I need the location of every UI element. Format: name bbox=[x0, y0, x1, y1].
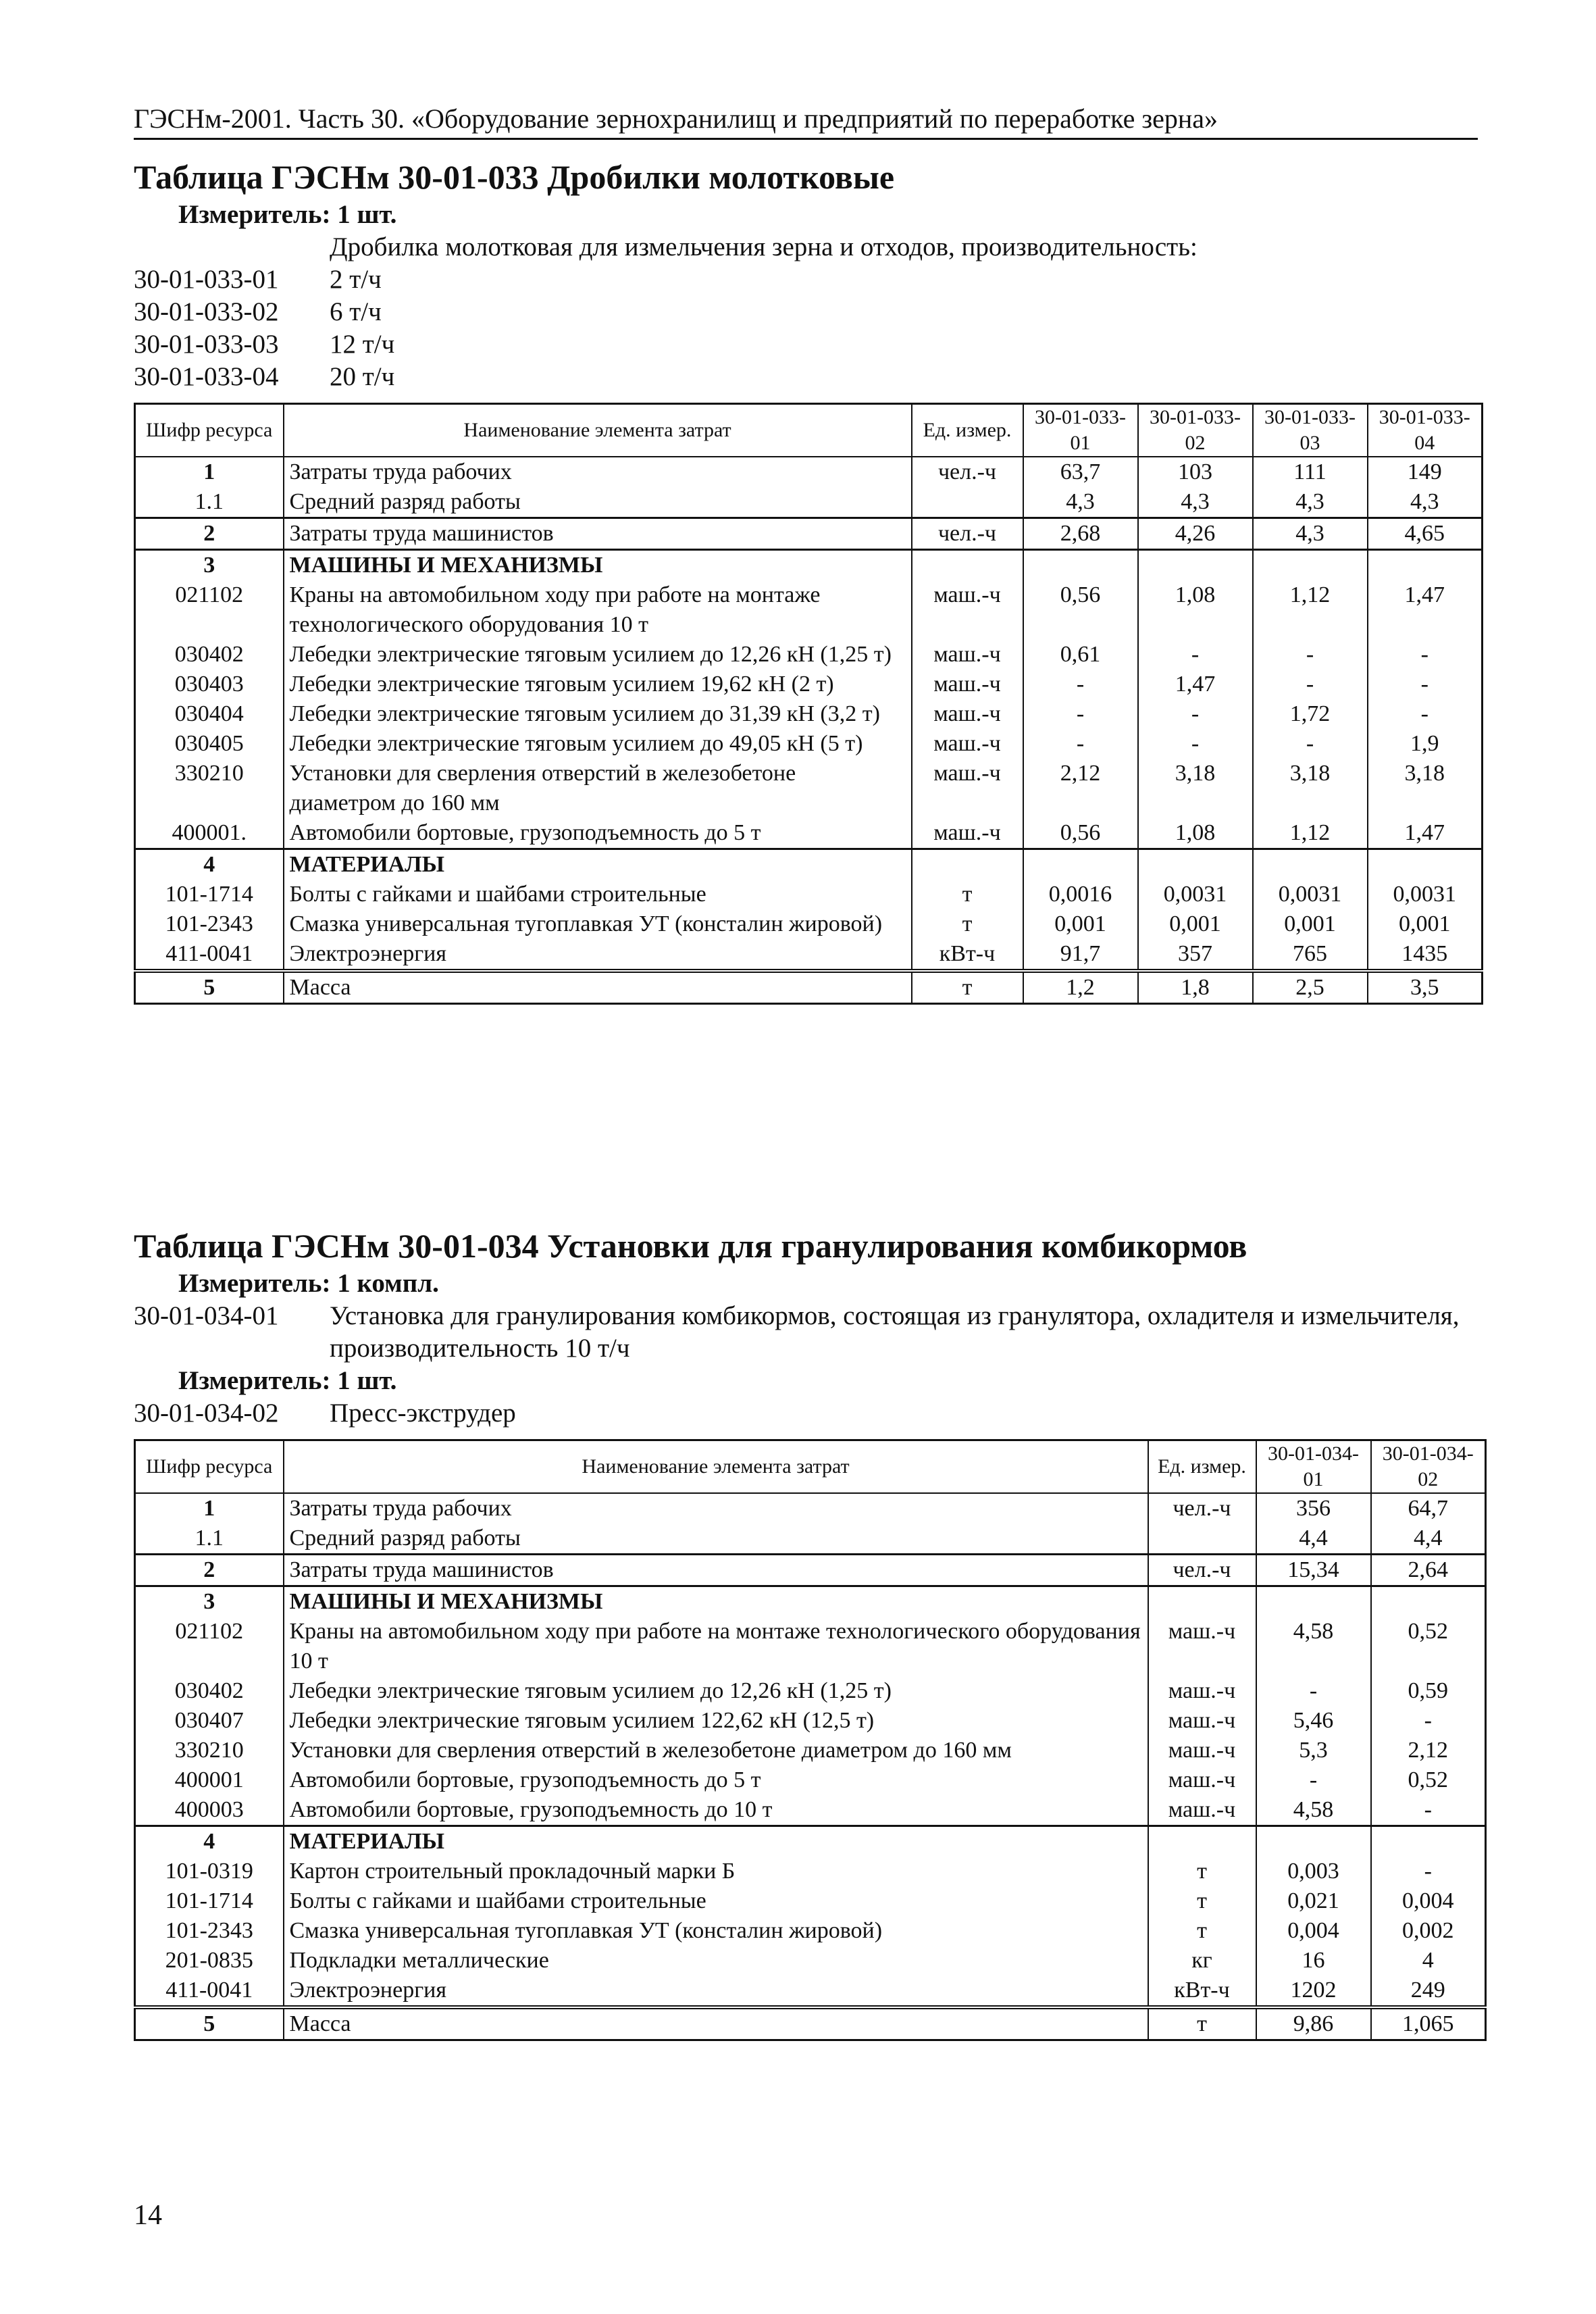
resource-code-cell: 3 bbox=[135, 1586, 284, 1617]
table-row bbox=[135, 2007, 1486, 2040]
unit-cell: маш.-ч bbox=[1148, 1617, 1256, 1676]
value-cell: 1,08 bbox=[1138, 580, 1253, 640]
value-cell: 1435 bbox=[1368, 939, 1483, 971]
unit-cell: кВт-ч bbox=[912, 939, 1023, 971]
column-header-variant: 30-01-033-04 bbox=[1368, 404, 1483, 457]
cost-element-cell: Средний разряд работы bbox=[284, 487, 912, 518]
table-row bbox=[135, 729, 1483, 759]
value-cell: - bbox=[1256, 1676, 1371, 1706]
value-cell: - bbox=[1253, 670, 1368, 699]
unit-cell: т bbox=[1148, 1886, 1256, 1916]
resource-code-cell: 2 bbox=[135, 1555, 284, 1586]
value-cell bbox=[1023, 849, 1138, 880]
variant-row bbox=[134, 328, 1485, 361]
value-cell: 356 bbox=[1256, 1493, 1371, 1524]
value-cell: - bbox=[1253, 640, 1368, 670]
table-row bbox=[135, 971, 1483, 1004]
value-cell: 2,64 bbox=[1371, 1555, 1486, 1586]
table-row bbox=[135, 939, 1483, 971]
column-header-variant: 30-01-034-01 bbox=[1256, 1440, 1371, 1494]
value-cell: 0,56 bbox=[1023, 818, 1138, 849]
value-cell: 1,12 bbox=[1253, 580, 1368, 640]
table-row bbox=[135, 640, 1483, 670]
resource-code-cell: 411-0041 bbox=[135, 1976, 284, 2007]
variant-code: 30-01-033-04 bbox=[134, 362, 279, 391]
value-cell: 149 bbox=[1368, 457, 1483, 487]
unit-cell: маш.-ч bbox=[1148, 1706, 1256, 1736]
resource-code-cell: 400003 bbox=[135, 1795, 284, 1826]
value-cell: 0,0016 bbox=[1023, 880, 1138, 909]
resource-code-cell: 2 bbox=[135, 518, 284, 550]
value-cell bbox=[1371, 1826, 1486, 1857]
table-row bbox=[135, 1706, 1486, 1736]
cost-element-cell: Болты с гайками и шайбами строительные bbox=[284, 880, 912, 909]
table-row bbox=[135, 1795, 1486, 1826]
value-cell: 1,08 bbox=[1138, 818, 1253, 849]
value-cell: 4,3 bbox=[1368, 487, 1483, 518]
cost-element-cell: Затраты труда машинистов bbox=[284, 1555, 1148, 1586]
value-cell: - bbox=[1023, 729, 1138, 759]
value-cell: 2,12 bbox=[1023, 759, 1138, 818]
cost-element-cell: Картон строительный прокладочный марки Б bbox=[284, 1857, 1148, 1886]
table-row bbox=[135, 699, 1483, 729]
variant-row bbox=[134, 361, 1485, 393]
variant-text: 6 т/ч bbox=[330, 297, 382, 326]
unit-cell: маш.-ч bbox=[1148, 1676, 1256, 1706]
cost-element-cell: Краны на автомобильном ходу при работе на монтаже технологического оборудования 10 т bbox=[284, 580, 912, 640]
value-cell: 1,12 bbox=[1253, 818, 1368, 849]
value-cell: 2,68 bbox=[1023, 518, 1138, 550]
variant-code: 30-01-033-01 bbox=[134, 265, 279, 294]
running-header: ГЭСНм-2001. Часть 30. «Оборудование зернохранилищ и предприятий по переработке зерна» bbox=[134, 101, 1478, 140]
value-cell: - bbox=[1368, 670, 1483, 699]
value-cell: 0,61 bbox=[1023, 640, 1138, 670]
resource-code-cell: 411-0041 bbox=[135, 939, 284, 971]
unit-cell: т bbox=[1148, 1857, 1256, 1886]
value-cell: 0,004 bbox=[1371, 1886, 1486, 1916]
cost-element-cell: Лебедки электрические тяговым усилием 19,62 кН (2 т) bbox=[284, 670, 912, 699]
unit-cell: маш.-ч bbox=[1148, 1736, 1256, 1765]
variant-code: 30-01-033-03 bbox=[134, 330, 279, 359]
unit-cell: маш.-ч bbox=[912, 670, 1023, 699]
cost-element-cell: Автомобили бортовые, грузоподъемность до 10 т bbox=[284, 1795, 1148, 1826]
meter-label: Измеритель: 1 шт. bbox=[178, 200, 397, 229]
unit-cell: т bbox=[912, 880, 1023, 909]
variant-row bbox=[134, 1300, 1485, 1365]
value-cell: 1202 bbox=[1256, 1976, 1371, 2007]
resource-code-cell: 201-0835 bbox=[135, 1946, 284, 1976]
unit-cell bbox=[912, 849, 1023, 880]
value-cell: 5,3 bbox=[1256, 1736, 1371, 1765]
unit-cell: т bbox=[912, 971, 1023, 1004]
variant-code: 30-01-034-02 bbox=[134, 1399, 279, 1428]
cost-element-cell: Средний разряд работы bbox=[284, 1524, 1148, 1555]
cost-element-cell: Краны на автомобильном ходу при работе на монтаже технологического оборудования 10 т bbox=[284, 1617, 1148, 1676]
variant-text: Пресс-экструдер bbox=[330, 1399, 516, 1428]
value-cell bbox=[1256, 1826, 1371, 1857]
value-cell: 4,3 bbox=[1253, 518, 1368, 550]
value-cell: 63,7 bbox=[1023, 457, 1138, 487]
cost-element-cell: Автомобили бортовые, грузоподъемность до 5 т bbox=[284, 818, 912, 849]
table-row bbox=[135, 1586, 1486, 1617]
unit-cell: маш.-ч bbox=[912, 759, 1023, 818]
resource-code-cell: 4 bbox=[135, 1826, 284, 1857]
intro-text: Дробилка молотковая для измельчения зерна и отходов, производительность: bbox=[330, 232, 1198, 261]
value-cell: - bbox=[1253, 729, 1368, 759]
value-cell: 1,2 bbox=[1023, 971, 1138, 1004]
value-cell: 3,18 bbox=[1138, 759, 1253, 818]
table-row bbox=[135, 670, 1483, 699]
table-row bbox=[135, 849, 1483, 880]
cost-element-cell: МАТЕРИАЛЫ bbox=[284, 849, 912, 880]
value-cell bbox=[1138, 550, 1253, 581]
page-number: 14 bbox=[134, 2200, 162, 2231]
column-header-code: Шифр ресурса bbox=[135, 1440, 284, 1494]
unit-cell: кВт-ч bbox=[1148, 1976, 1256, 2007]
value-cell: 1,72 bbox=[1253, 699, 1368, 729]
cost-element-cell: Установки для сверления отверстий в железобетоне диаметром до 160 мм bbox=[284, 1736, 1148, 1765]
unit-cell: чел.-ч bbox=[1148, 1493, 1256, 1524]
value-cell: 91,7 bbox=[1023, 939, 1138, 971]
cost-element-cell: Лебедки электрические тяговым усилием до 49,05 кН (5 т) bbox=[284, 729, 912, 759]
unit-cell bbox=[912, 550, 1023, 581]
unit-cell: чел.-ч bbox=[912, 518, 1023, 550]
value-cell: 0,001 bbox=[1138, 909, 1253, 939]
unit-cell bbox=[1148, 1524, 1256, 1555]
value-cell: 4,4 bbox=[1371, 1524, 1486, 1555]
variant-text: Установка для гранулирования комбикормов, состоящая из гранулятора, охладителя и измельчителя, производительность 10 т/ч bbox=[330, 1301, 1460, 1363]
unit-cell: чел.-ч bbox=[912, 457, 1023, 487]
column-header-variant: 30-01-034-02 bbox=[1371, 1440, 1486, 1494]
column-header-variant: 30-01-033-03 bbox=[1253, 404, 1368, 457]
unit-cell: маш.-ч bbox=[912, 699, 1023, 729]
value-cell bbox=[1253, 849, 1368, 880]
value-cell: - bbox=[1138, 729, 1253, 759]
value-cell: - bbox=[1138, 640, 1253, 670]
cost-element-cell: Электроэнергия bbox=[284, 1976, 1148, 2007]
cost-element-cell: Установки для сверления отверстий в железобетоне диаметром до 160 мм bbox=[284, 759, 912, 818]
table-section-30-01-034 bbox=[134, 1224, 1485, 2041]
table-row bbox=[135, 759, 1483, 818]
resource-code-cell: 101-2343 bbox=[135, 1916, 284, 1946]
value-cell bbox=[1368, 849, 1483, 880]
resource-code-cell: 021102 bbox=[135, 580, 284, 640]
resource-code-cell: 021102 bbox=[135, 1617, 284, 1676]
table-row bbox=[135, 1617, 1486, 1676]
value-cell: 4,3 bbox=[1253, 487, 1368, 518]
table-section-30-01-033 bbox=[134, 155, 1485, 1005]
unit-cell: т bbox=[1148, 2007, 1256, 2040]
value-cell: 3,5 bbox=[1368, 971, 1483, 1004]
table-row bbox=[135, 1493, 1486, 1524]
value-cell: - bbox=[1023, 670, 1138, 699]
value-cell: 111 bbox=[1253, 457, 1368, 487]
unit-cell: кг bbox=[1148, 1946, 1256, 1976]
cost-element-cell: МАТЕРИАЛЫ bbox=[284, 1826, 1148, 1857]
table-row bbox=[135, 1886, 1486, 1916]
variant-code: 30-01-033-02 bbox=[134, 297, 279, 326]
cost-element-cell: МАШИНЫ И МЕХАНИЗМЫ bbox=[284, 1586, 1148, 1617]
unit-cell: маш.-ч bbox=[1148, 1795, 1256, 1826]
column-header-variant: 30-01-033-01 bbox=[1023, 404, 1138, 457]
cost-element-cell: Затраты труда рабочих bbox=[284, 457, 912, 487]
norm-table bbox=[134, 1439, 1487, 2041]
value-cell: 4,58 bbox=[1256, 1795, 1371, 1826]
value-cell: 0,003 bbox=[1256, 1857, 1371, 1886]
resource-code-cell: 400001 bbox=[135, 1765, 284, 1795]
value-cell bbox=[1138, 849, 1253, 880]
resource-code-cell: 101-0319 bbox=[135, 1857, 284, 1886]
value-cell bbox=[1253, 550, 1368, 581]
value-cell: 4,3 bbox=[1023, 487, 1138, 518]
value-cell: 0,021 bbox=[1256, 1886, 1371, 1916]
table-row bbox=[135, 1765, 1486, 1795]
table-row bbox=[135, 1976, 1486, 2007]
unit-cell: чел.-ч bbox=[1148, 1555, 1256, 1586]
value-cell: - bbox=[1371, 1706, 1486, 1736]
resource-code-cell: 1.1 bbox=[135, 487, 284, 518]
table-row bbox=[135, 1524, 1486, 1555]
resource-code-cell: 030407 bbox=[135, 1706, 284, 1736]
variant-row bbox=[134, 263, 1485, 296]
resource-code-cell: 101-2343 bbox=[135, 909, 284, 939]
resource-code-cell: 101-1714 bbox=[135, 880, 284, 909]
resource-code-cell: 400001. bbox=[135, 818, 284, 849]
resource-code-cell: 1 bbox=[135, 457, 284, 487]
cost-element-cell: Лебедки электрические тяговым усилием 122,62 кН (12,5 т) bbox=[284, 1706, 1148, 1736]
value-cell: 0,001 bbox=[1023, 909, 1138, 939]
value-cell: - bbox=[1371, 1795, 1486, 1826]
value-cell: - bbox=[1256, 1765, 1371, 1795]
table-header-row bbox=[135, 1440, 1486, 1494]
value-cell: 0,002 bbox=[1371, 1916, 1486, 1946]
resource-code-cell: 3 bbox=[135, 550, 284, 581]
unit-cell: маш.-ч bbox=[912, 729, 1023, 759]
resource-code-cell: 030402 bbox=[135, 640, 284, 670]
resource-code-cell: 030404 bbox=[135, 699, 284, 729]
value-cell: - bbox=[1368, 699, 1483, 729]
table-row bbox=[135, 518, 1483, 550]
value-cell: 4,26 bbox=[1138, 518, 1253, 550]
resource-code-cell: 030402 bbox=[135, 1676, 284, 1706]
column-header-unit: Ед. измер. bbox=[1148, 1440, 1256, 1494]
table-row bbox=[135, 1826, 1486, 1857]
table-title: Таблица ГЭСНм 30-01-033 Дробилки молотковые bbox=[134, 158, 895, 196]
value-cell: 4 bbox=[1371, 1946, 1486, 1976]
table-row bbox=[135, 1946, 1486, 1976]
value-cell bbox=[1368, 550, 1483, 581]
value-cell: - bbox=[1368, 640, 1483, 670]
value-cell: 1,47 bbox=[1138, 670, 1253, 699]
variant-row bbox=[134, 1397, 1485, 1430]
table-row bbox=[135, 818, 1483, 849]
cost-element-cell: Автомобили бортовые, грузоподъемность до 5 т bbox=[284, 1765, 1148, 1795]
table-row bbox=[135, 909, 1483, 939]
value-cell bbox=[1023, 550, 1138, 581]
table-row bbox=[135, 1857, 1486, 1886]
cost-element-cell: Масса bbox=[284, 2007, 1148, 2040]
value-cell bbox=[1371, 1586, 1486, 1617]
unit-cell: маш.-ч bbox=[912, 640, 1023, 670]
cost-element-cell: Болты с гайками и шайбами строительные bbox=[284, 1886, 1148, 1916]
value-cell: 357 bbox=[1138, 939, 1253, 971]
resource-code-cell: 1 bbox=[135, 1493, 284, 1524]
value-cell bbox=[1256, 1586, 1371, 1617]
value-cell: 0,56 bbox=[1023, 580, 1138, 640]
value-cell: 5,46 bbox=[1256, 1706, 1371, 1736]
value-cell: - bbox=[1023, 699, 1138, 729]
variant-code: 30-01-034-01 bbox=[134, 1301, 279, 1330]
cost-element-cell: Смазка универсальная тугоплавкая УТ (консталин жировой) bbox=[284, 909, 912, 939]
cost-element-cell: Лебедки электрические тяговым усилием до 12,26 кН (1,25 т) bbox=[284, 1676, 1148, 1706]
value-cell: 9,86 bbox=[1256, 2007, 1371, 2040]
cost-element-cell: Лебедки электрические тяговым усилием до 31,39 кН (3,2 т) bbox=[284, 699, 912, 729]
resource-code-cell: 030403 bbox=[135, 670, 284, 699]
table-row bbox=[135, 1555, 1486, 1586]
norm-table bbox=[134, 403, 1483, 1005]
value-cell: 0,0031 bbox=[1253, 880, 1368, 909]
meter-label: Измеритель: 1 компл. bbox=[178, 1269, 439, 1298]
resource-code-cell: 330210 bbox=[135, 1736, 284, 1765]
table-title: Таблица ГЭСНм 30-01-034 Установки для гранулирования комбикормов bbox=[134, 1227, 1247, 1265]
value-cell: 103 bbox=[1138, 457, 1253, 487]
value-cell: 3,18 bbox=[1368, 759, 1483, 818]
variant-text: 12 т/ч bbox=[330, 330, 395, 359]
value-cell: 0,52 bbox=[1371, 1617, 1486, 1676]
variant-row bbox=[134, 296, 1485, 328]
value-cell: 0,004 bbox=[1256, 1916, 1371, 1946]
column-header-name: Наименование элемента затрат bbox=[284, 404, 912, 457]
value-cell: 0,001 bbox=[1253, 909, 1368, 939]
cost-element-cell: Лебедки электрические тяговым усилием до 12,26 кН (1,25 т) bbox=[284, 640, 912, 670]
value-cell: 2,12 bbox=[1371, 1736, 1486, 1765]
table-row bbox=[135, 1736, 1486, 1765]
table-row bbox=[135, 550, 1483, 581]
value-cell: 0,0031 bbox=[1368, 880, 1483, 909]
value-cell: 1,065 bbox=[1371, 2007, 1486, 2040]
table-row bbox=[135, 1916, 1486, 1946]
column-header-name: Наименование элемента затрат bbox=[284, 1440, 1148, 1494]
resource-code-cell: 101-1714 bbox=[135, 1886, 284, 1916]
unit-cell: маш.-ч bbox=[912, 818, 1023, 849]
value-cell: 765 bbox=[1253, 939, 1368, 971]
value-cell: 0,59 bbox=[1371, 1676, 1486, 1706]
cost-element-cell: МАШИНЫ И МЕХАНИЗМЫ bbox=[284, 550, 912, 581]
unit-cell: т bbox=[912, 909, 1023, 939]
table-row bbox=[135, 1676, 1486, 1706]
unit-cell bbox=[1148, 1826, 1256, 1857]
value-cell: 3,18 bbox=[1253, 759, 1368, 818]
variant-text: 20 т/ч bbox=[330, 362, 395, 391]
value-cell: 4,3 bbox=[1138, 487, 1253, 518]
resource-code-cell: 1.1 bbox=[135, 1524, 284, 1555]
table-row bbox=[135, 580, 1483, 640]
value-cell: 1,47 bbox=[1368, 818, 1483, 849]
value-cell: - bbox=[1371, 1857, 1486, 1886]
value-cell: 249 bbox=[1371, 1976, 1486, 2007]
cost-element-cell: Подкладки металлические bbox=[284, 1946, 1148, 1976]
table-row bbox=[135, 880, 1483, 909]
table-row bbox=[135, 487, 1483, 518]
value-cell: 0,001 bbox=[1368, 909, 1483, 939]
variant-text: 2 т/ч bbox=[330, 265, 382, 294]
value-cell: 15,34 bbox=[1256, 1555, 1371, 1586]
value-cell: 1,8 bbox=[1138, 971, 1253, 1004]
resource-code-cell: 330210 bbox=[135, 759, 284, 818]
value-cell: 1,47 bbox=[1368, 580, 1483, 640]
value-cell: 2,5 bbox=[1253, 971, 1368, 1004]
value-cell: 0,0031 bbox=[1138, 880, 1253, 909]
cost-element-cell: Затраты труда машинистов bbox=[284, 518, 912, 550]
value-cell: 4,58 bbox=[1256, 1617, 1371, 1676]
table-row bbox=[135, 457, 1483, 487]
column-header-unit: Ед. измер. bbox=[912, 404, 1023, 457]
column-header-code: Шифр ресурса bbox=[135, 404, 284, 457]
column-header-variant: 30-01-033-02 bbox=[1138, 404, 1253, 457]
value-cell: 16 bbox=[1256, 1946, 1371, 1976]
value-cell: 1,9 bbox=[1368, 729, 1483, 759]
value-cell: 4,65 bbox=[1368, 518, 1483, 550]
meter-label: Измеритель: 1 шт. bbox=[178, 1366, 397, 1395]
cost-element-cell: Затраты труда рабочих bbox=[284, 1493, 1148, 1524]
unit-cell: маш.-ч bbox=[912, 580, 1023, 640]
value-cell: 4,4 bbox=[1256, 1524, 1371, 1555]
cost-element-cell: Смазка универсальная тугоплавкая УТ (консталин жировой) bbox=[284, 1916, 1148, 1946]
value-cell: 64,7 bbox=[1371, 1493, 1486, 1524]
unit-cell: маш.-ч bbox=[1148, 1765, 1256, 1795]
resource-code-cell: 030405 bbox=[135, 729, 284, 759]
value-cell: - bbox=[1138, 699, 1253, 729]
unit-cell: т bbox=[1148, 1916, 1256, 1946]
resource-code-cell: 5 bbox=[135, 2007, 284, 2040]
resource-code-cell: 4 bbox=[135, 849, 284, 880]
cost-element-cell: Масса bbox=[284, 971, 912, 1004]
value-cell: 0,52 bbox=[1371, 1765, 1486, 1795]
unit-cell bbox=[1148, 1586, 1256, 1617]
unit-cell bbox=[912, 487, 1023, 518]
cost-element-cell: Электроэнергия bbox=[284, 939, 912, 971]
resource-code-cell: 5 bbox=[135, 971, 284, 1004]
table-header-row bbox=[135, 404, 1483, 457]
